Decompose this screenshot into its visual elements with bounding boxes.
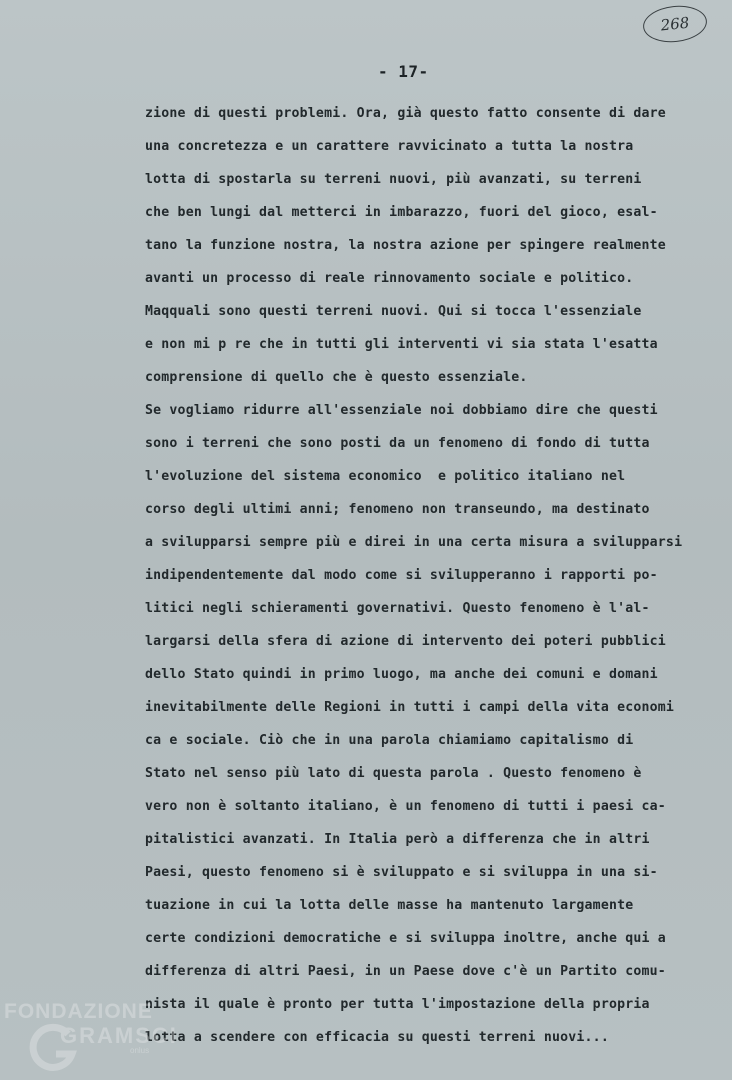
watermark-line3: onlus	[130, 1046, 150, 1055]
text-line: dello Stato quindi in primo luogo, ma anche dei comuni e domani	[145, 667, 658, 682]
text-line: tuazione in cui la lotta delle masse ha mantenuto largamente	[145, 898, 634, 913]
text-line: litici negli schieramenti governativi. Questo fenomeno è l'al-	[145, 601, 650, 616]
text-line: lotta a scendere con efficacia su questi terreni nuovi...	[145, 1030, 609, 1045]
text-line: corso degli ultimi anni; fenomeno non transeundo, ma destinato	[145, 502, 650, 517]
text-line: lotta di spostarla su terreni nuovi, più avanzati, su terreni	[145, 172, 642, 187]
watermark-line1: FONDAZIONE	[4, 1000, 153, 1023]
text-line: vero non è soltanto italiano, è un fenomeno di tutti i paesi ca-	[145, 799, 666, 814]
text-line: inevitabilmente delle Regioni in tutti i campi della vita economi	[145, 700, 675, 715]
text-line: e non mi p re che in tutti gli interventi vi sia stata l'esatta	[145, 337, 658, 352]
text-line: ca e sociale. Ciò che in una parola chiamiamo capitalismo di	[145, 733, 634, 748]
text-line: che ben lungi dal metterci in imbarazzo, fuori del gioco, esal-	[145, 205, 658, 220]
text-line: una concretezza e un carattere ravvicinato a tutta la nostra	[145, 139, 634, 154]
page-number: - 17-	[378, 62, 429, 81]
text-line: a svilupparsi sempre più e direi in una certa misura a svilupparsi	[145, 535, 683, 550]
text-line: Stato nel senso più lato di questa parola . Questo fenomeno è	[145, 766, 642, 781]
text-line: largarsi della sfera di azione di intervento dei poteri pubblici	[145, 634, 666, 649]
text-line: Paesi, questo fenomeno si è sviluppato e si sviluppa in una si-	[145, 865, 658, 880]
text-line: pitalistici avanzati. In Italia però a differenza che in altri	[145, 832, 650, 847]
text-line: indipendentemente dal modo come si svilupperanno i rapporti po-	[145, 568, 658, 583]
text-line: certe condizioni democratiche e si sviluppa inoltre, anche qui a	[145, 931, 666, 946]
text-line: sono i terreni che sono posti da un fenomeno di fondo di tutta	[145, 436, 650, 451]
archive-number: 268	[659, 13, 691, 35]
text-line: avanti un processo di reale rinnovamento sociale e politico.	[145, 271, 634, 286]
text-line: differenza di altri Paesi, in un Paese dove c'è un Partito comu-	[145, 964, 666, 979]
text-line: nista il quale è pronto per tutta l'impostazione della propria	[145, 997, 650, 1012]
text-line: Se vogliamo ridurre all'essenziale noi dobbiamo dire che questi	[145, 403, 658, 418]
text-line: zione di questi problemi. Ora, già questo fatto consente di dare	[145, 106, 666, 121]
text-line: l'evoluzione del sistema economico e politico italiano nel	[145, 469, 626, 484]
text-line: Maqquali sono questi terreni nuovi. Qui si tocca l'essenziale	[145, 304, 642, 319]
text-line: comprensione di quello che è questo essenziale.	[145, 370, 528, 385]
fondazione-gramsci-watermark	[0, 998, 200, 1080]
text-line: tano la funzione nostra, la nostra azione per spingere realmente	[145, 238, 666, 253]
archive-number-stamp	[641, 3, 708, 45]
watermark-line2: GRAMSCI	[60, 1023, 178, 1048]
